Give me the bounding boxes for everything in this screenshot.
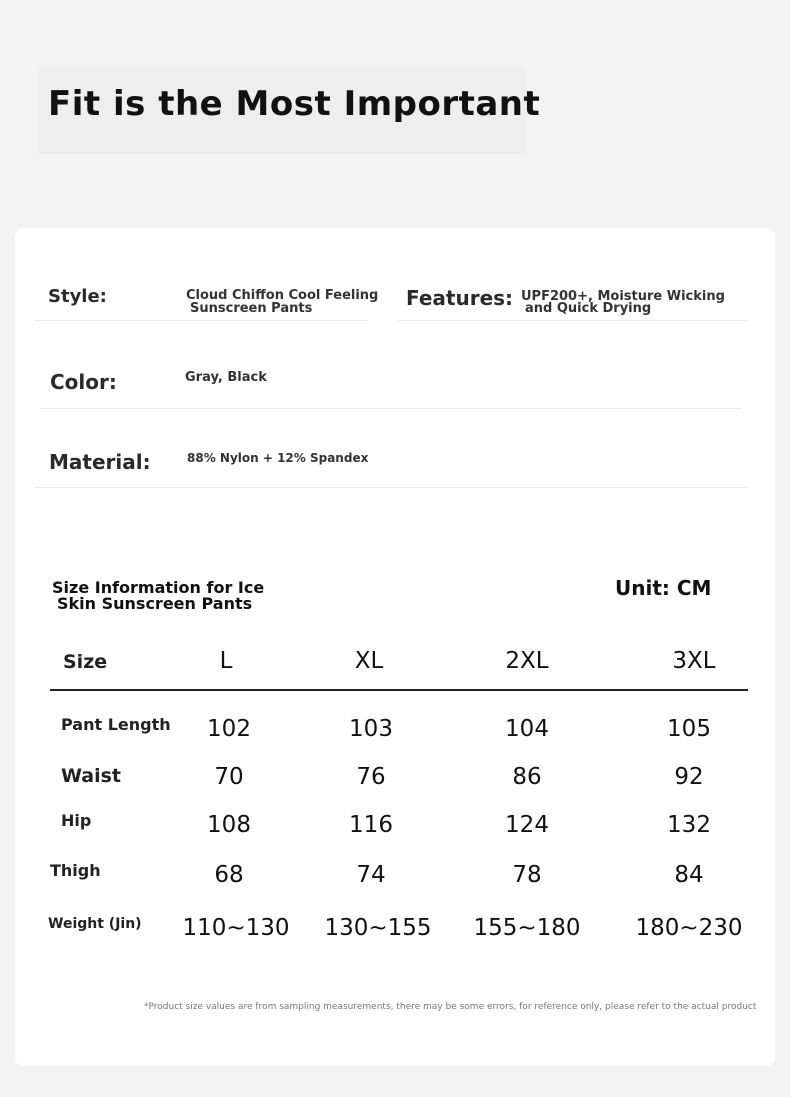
- unit-label: Unit: CM: [615, 576, 712, 600]
- cell-waist-3xl: 92: [674, 764, 704, 790]
- size-header-xl: XL: [354, 648, 384, 674]
- cell-weight-2xl: 155~180: [473, 915, 581, 941]
- cell-pant-length-2xl: 104: [505, 716, 549, 742]
- cell-weight-xl: 130~155: [324, 915, 432, 941]
- color-label: Color:: [50, 370, 117, 394]
- cell-weight-3xl: 180~230: [635, 915, 743, 941]
- style-label: Style:: [48, 286, 107, 307]
- size-header-2xl: 2XL: [505, 648, 549, 674]
- cell-hip-l: 108: [207, 812, 251, 838]
- size-info-heading-line2: Skin Sunscreen Pants: [57, 594, 253, 613]
- cell-thigh-xl: 74: [356, 862, 386, 888]
- cell-waist-xl: 76: [356, 764, 386, 790]
- divider: [40, 408, 742, 409]
- table-header-rule: [50, 689, 748, 691]
- cell-thigh-l: 68: [214, 862, 244, 888]
- row-label-hip: Hip: [61, 811, 92, 830]
- cell-pant-length-3xl: 105: [667, 716, 711, 742]
- cell-hip-3xl: 132: [667, 812, 711, 838]
- features-value-line1: UPF200+, Moisture Wicking: [521, 289, 725, 304]
- size-info-heading-line1: Size Information for Ice: [52, 578, 265, 597]
- page-title: Fit is the Most Important: [48, 84, 541, 124]
- style-value-line1: Cloud Chiffon Cool Feeling: [186, 288, 379, 303]
- size-header-3xl: 3XL: [672, 648, 716, 674]
- features-label: Features:: [406, 286, 514, 310]
- material-label: Material:: [49, 450, 151, 474]
- cell-waist-2xl: 86: [512, 764, 542, 790]
- material-value: 88% Nylon + 12% Spandex: [187, 451, 369, 465]
- cell-pant-length-l: 102: [207, 716, 251, 742]
- cell-thigh-3xl: 84: [674, 862, 704, 888]
- cell-pant-length-xl: 103: [349, 716, 393, 742]
- size-header-l: L: [219, 648, 233, 674]
- row-label-waist: Waist: [61, 765, 122, 787]
- cell-waist-l: 70: [214, 764, 244, 790]
- cell-thigh-2xl: 78: [512, 862, 542, 888]
- color-value: Gray, Black: [185, 370, 267, 385]
- size-column-header: Size: [63, 651, 108, 673]
- row-label-pant-length: Pant Length: [61, 715, 171, 734]
- divider: [34, 320, 368, 321]
- cell-weight-l: 110~130: [182, 915, 290, 941]
- divider: [34, 487, 748, 488]
- cell-hip-xl: 116: [349, 812, 393, 838]
- size-disclaimer-note: *Product size values are from sampling measurements, there may be some errors, for reference only, please refer to the actual product: [144, 1002, 757, 1012]
- cell-hip-2xl: 124: [505, 812, 549, 838]
- style-value-line2: Sunscreen Pants: [190, 301, 313, 316]
- features-value-line2: and Quick Drying: [525, 301, 652, 316]
- row-label-weight: Weight (Jin): [48, 916, 142, 932]
- divider: [398, 320, 748, 321]
- row-label-thigh: Thigh: [50, 861, 101, 880]
